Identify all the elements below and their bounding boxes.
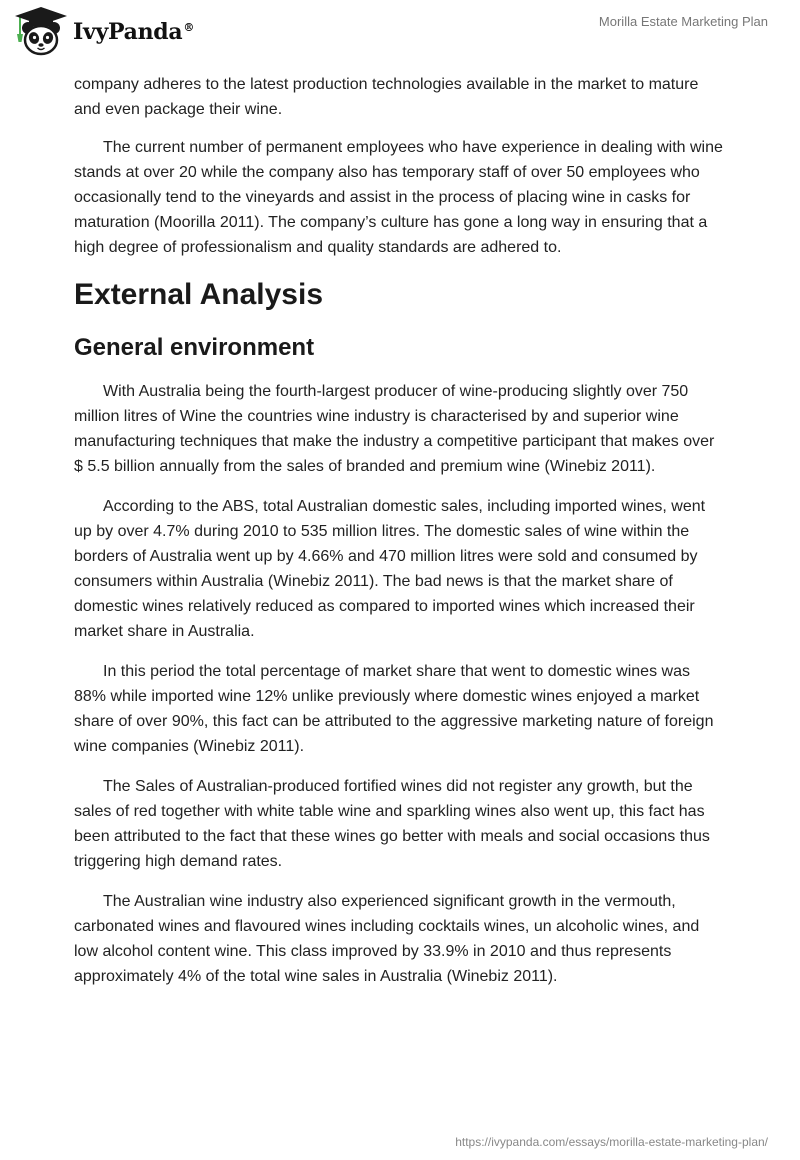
subsection-heading: General environment: [74, 334, 315, 361]
section-heading: External Analysis: [74, 278, 324, 311]
essay-content: [74, 72, 724, 1004]
ivypanda-logo[interactable]: [14, 7, 194, 57]
document-title: Morilla Estate Marketing Plan: [598, 14, 768, 29]
paragraph-continuation: company adheres to the latest production technologies available in the market to mature and even package their wine.: [74, 76, 699, 118]
paragraph-employees: The current number of permanent employees who have experience in dealing with wine stands at over 20 while the company also has temporary staff of over 50 employees who occasionally tend to the vineyards and assist in the process of placing wine in casks for maturation (Moorilla 2011). The company’s culture has gone a long way in ensuring that a high degree of professionalism and quality standards are adhered to.: [74, 139, 723, 256]
logo-wordmark: IvyPanda®: [73, 19, 195, 45]
panda-graduate-icon: [14, 7, 68, 57]
body-paragraph: In this period the total percentage of market share that went to domestic wines was 88% while imported wine 12% unlike previously where domestic wines enjoyed a market share of over 90%, this fact can be attributed to the aggressive marketing nature of foreign wine companies (Winebiz 2011).: [74, 663, 714, 755]
body-paragraph: The Sales of Australian-produced fortified wines did not register any growth, but the sales of red together with white table wine and sparkling wines also went up, this fact has been attributed to the fact that these wines go better with meals and social occasions thus triggering high demand rates.: [74, 778, 710, 870]
registered-mark: ®: [183, 20, 195, 34]
body-paragraph: The Australian wine industry also experienced significant growth in the vermouth, carbonated wines and flavoured wines including cocktails wines, un alcoholic wines, and low alcohol content wine. This class improved by 33.9% in 2010 and thus represents approximately 4% of the total wine sales in Australia (Winebiz 2011).: [74, 893, 700, 985]
body-paragraph: According to the ABS, total Australian domestic sales, including imported wines, went up by over 4.7% during 2010 to 535 million litres. The domestic sales of wine within the borders of Australia went up by 4.66% and 470 million litres were sold and consumed by consumers within Australia (Winebiz 2011). The bad news is that the market share of domestic wines relatively reduced as compared to imported wines which increased their market share in Australia.: [74, 498, 706, 640]
body-paragraph: With Australia being the fourth-largest producer of wine-producing slightly over 750 million litres of Wine the countries wine industry is characterised by and superior wine manufacturing techniques that make the industry a competitive participant that makes over $ 5.5 billion annually from the sales of branded and premium wine (Winebiz 2011).: [74, 383, 715, 475]
source-url-link[interactable]: https://ivypanda.com/essays/morilla-estate-marketing-plan/: [455, 1135, 768, 1149]
